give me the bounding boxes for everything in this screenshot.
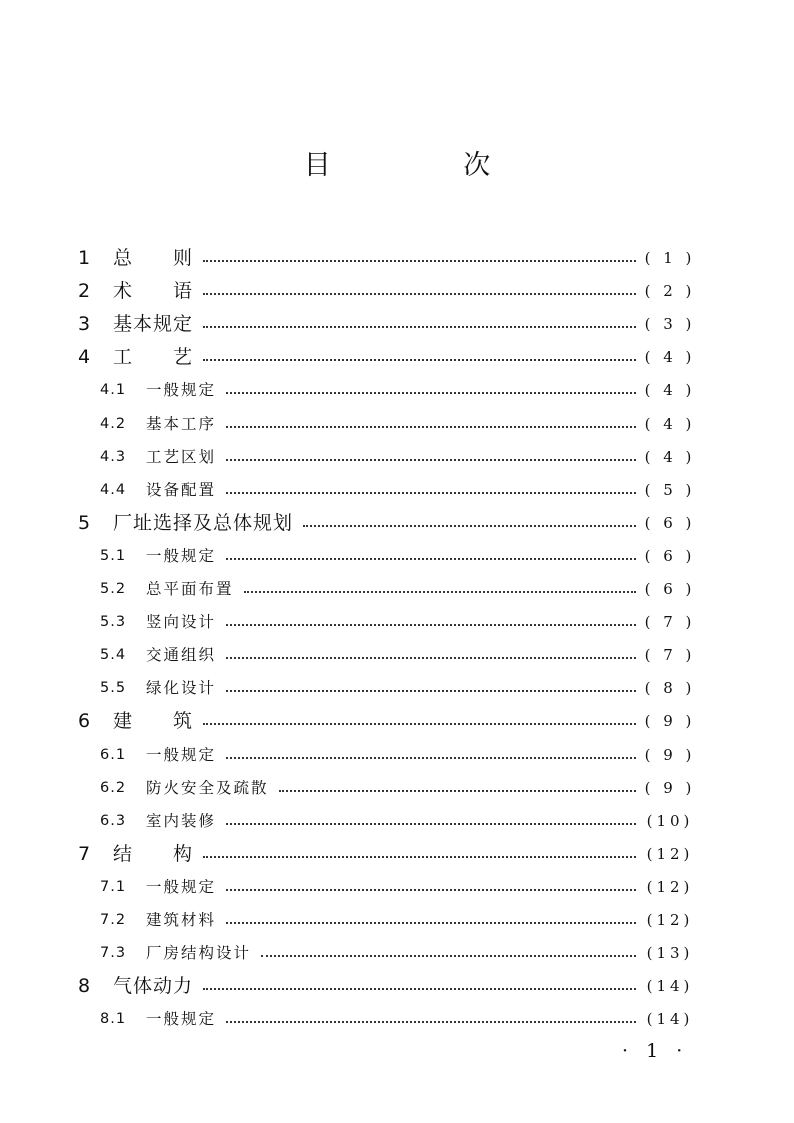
toc-entry[interactable] (0, 607, 794, 637)
toc-entry-page: (14) (646, 977, 694, 996)
toc-entry[interactable] (0, 442, 794, 472)
toc-entry-number: 4.1 (100, 382, 127, 399)
toc-entry-number: 7.3 (100, 945, 127, 962)
toc-entry[interactable] (0, 839, 794, 869)
toc-entry-page: (12) (646, 877, 694, 896)
toc-entry[interactable] (0, 740, 794, 770)
toc-entry-number: 6.2 (100, 779, 127, 796)
toc-entry-title: 一般规定 (146, 745, 217, 764)
toc-entry-page: ( 8 ) (644, 679, 696, 698)
toc-entry-page: ( 7 ) (644, 613, 696, 632)
toc-entry-page: ( 9 ) (644, 778, 696, 797)
dot-leader (226, 640, 636, 670)
toc-entry[interactable] (0, 309, 794, 339)
page-number: · 1 · (622, 1040, 689, 1062)
toc-entry-number: 7.2 (100, 912, 127, 928)
toc-entry-number: 5.2 (100, 581, 127, 597)
dot-leader (226, 673, 636, 703)
toc-entry-page: ( 6 ) (644, 580, 696, 598)
dot-leader (303, 508, 636, 538)
toc-entry[interactable] (0, 706, 794, 736)
toc-entry-page: ( 4 ) (644, 414, 696, 433)
dot-leader (226, 872, 636, 902)
dot-leader (203, 706, 636, 736)
toc-entry[interactable] (0, 1004, 794, 1034)
toc-entry-title: 总 则 (113, 247, 194, 269)
toc-entry-title: 防火安全及疏散 (146, 778, 269, 797)
toc-entry-title: 一般规定 (146, 1010, 217, 1029)
toc-entry-number: 4 (78, 346, 91, 369)
dot-leader (203, 276, 636, 306)
dot-leader (226, 806, 636, 836)
toc-entry-page: ( 7 ) (644, 646, 696, 665)
toc-entry-title: 工艺区划 (146, 447, 217, 466)
dot-leader (226, 409, 636, 439)
toc-entry-number: 4.4 (100, 481, 127, 498)
toc-entry-title: 竖向设计 (146, 613, 217, 632)
toc-entry-number: 4.3 (100, 448, 127, 465)
dot-leader (226, 375, 636, 405)
toc-entry[interactable] (0, 375, 794, 405)
toc-entry-page: ( 9 ) (644, 712, 696, 731)
toc-entry-page: (14) (646, 1010, 694, 1029)
toc-entry[interactable] (0, 342, 794, 372)
toc-entry-number: 7 (78, 842, 91, 865)
dot-leader (261, 938, 636, 968)
toc-entry-title: 建 筑 (113, 710, 194, 733)
dot-leader (226, 740, 636, 770)
toc-entry[interactable] (0, 541, 794, 571)
toc-entry-number: 5.3 (100, 614, 127, 631)
toc-entry[interactable] (0, 640, 794, 670)
toc-entry-number: 3 (78, 313, 91, 336)
toc-entry-title: 建筑材料 (146, 911, 217, 929)
toc-entry-page: (12) (646, 911, 694, 929)
toc-entry-title: 基本规定 (113, 313, 194, 336)
toc-entry[interactable] (0, 806, 794, 836)
dot-leader (244, 574, 636, 604)
toc-entry-number: 4.2 (100, 415, 127, 432)
toc-entry-number: 5 (78, 511, 91, 534)
toc-entry[interactable] (0, 971, 794, 1001)
toc-entry-page: ( 4 ) (644, 348, 696, 367)
toc-entry-page: ( 6 ) (644, 513, 696, 532)
toc-entry-number: 6.3 (100, 812, 127, 829)
dot-leader (226, 1004, 636, 1034)
toc-entry-page: ( 9 ) (644, 745, 696, 764)
toc-entry-title: 一般规定 (146, 381, 217, 400)
toc-entry[interactable] (0, 243, 794, 273)
toc-entry-page: ( 4 ) (644, 381, 696, 400)
dot-leader (203, 309, 636, 339)
dot-leader (279, 773, 636, 803)
dot-leader (226, 442, 636, 472)
toc-entry[interactable] (0, 574, 794, 604)
toc-entry-title: 交通组织 (146, 646, 217, 665)
toc-entry-number: 6 (78, 710, 91, 733)
toc-entry-page: ( 4 ) (644, 447, 696, 466)
toc-entry-page: (13) (646, 944, 694, 963)
toc-entry[interactable] (0, 508, 794, 538)
page-title: 目 次 (303, 150, 553, 181)
toc-entry-number: 7.1 (100, 878, 127, 895)
toc-entry-title: 气体动力 (113, 975, 194, 998)
toc-entry-page: (10) (646, 811, 694, 830)
toc-entry-number: 8 (78, 975, 91, 998)
toc-entry-title: 基本工序 (146, 414, 217, 433)
toc-entry-title: 术 语 (113, 280, 194, 303)
toc-entry-title: 总平面布置 (146, 580, 234, 598)
toc-entry-title: 厂房结构设计 (146, 944, 252, 963)
dot-leader (226, 905, 636, 935)
toc-entry[interactable] (0, 673, 794, 703)
toc-entry[interactable] (0, 409, 794, 439)
toc-entry-page: (12) (646, 844, 694, 863)
dot-leader (203, 342, 636, 372)
toc-entry-title: 厂址选择及总体规划 (113, 511, 294, 534)
toc-entry-number: 5.1 (100, 547, 127, 564)
toc-entry-title: 一般规定 (146, 877, 217, 896)
toc-entry-title: 一般规定 (146, 546, 217, 565)
dot-leader (226, 607, 636, 637)
toc-entry-number: 8.1 (100, 1011, 127, 1028)
toc-entry-number: 1 (78, 247, 91, 269)
toc-entry[interactable] (0, 905, 794, 935)
toc-entry-page: ( 2 ) (644, 282, 696, 301)
toc-entry-title: 工 艺 (113, 346, 194, 369)
dot-leader (203, 839, 636, 869)
toc-entry[interactable] (0, 475, 794, 505)
dot-leader (226, 475, 636, 505)
toc-entry-page: ( 5 ) (644, 480, 696, 499)
toc-entry-number: 6.1 (100, 746, 127, 763)
toc-entry[interactable] (0, 872, 794, 902)
toc-entry-number: 5.5 (100, 680, 127, 697)
toc-entry[interactable] (0, 773, 794, 803)
toc-entry-title: 室内装修 (146, 811, 217, 830)
toc-entry[interactable] (0, 276, 794, 306)
toc-entry-number: 5.4 (100, 647, 127, 664)
toc-entry-page: ( 6 ) (644, 546, 696, 565)
dot-leader (226, 541, 636, 571)
toc-entry-page: ( 3 ) (644, 315, 696, 334)
toc-entry[interactable] (0, 938, 794, 968)
toc-entry-title: 设备配置 (146, 480, 217, 499)
dot-leader (203, 971, 636, 1001)
toc-entry-page: ( 1 ) (644, 249, 696, 267)
dot-leader (203, 243, 636, 273)
toc-entry-number: 2 (78, 280, 91, 303)
toc-entry-title: 结 构 (113, 842, 194, 865)
toc-entry-title: 绿化设计 (146, 679, 217, 698)
